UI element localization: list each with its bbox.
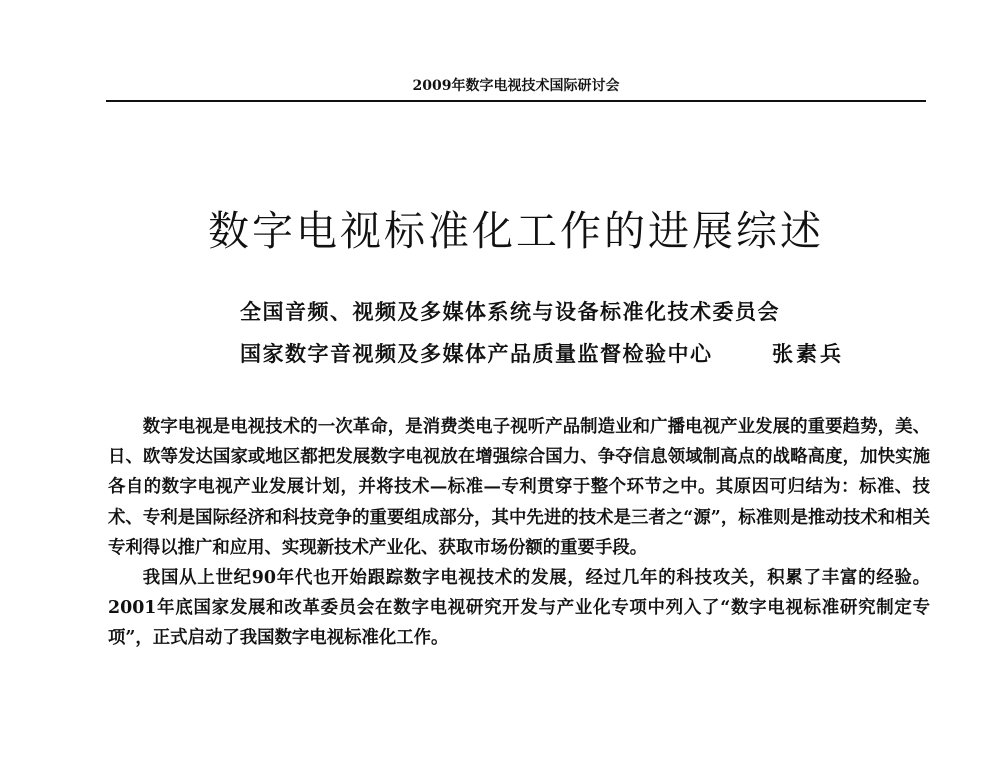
header-rule [106, 100, 926, 102]
article-title: 数字电视标准化工作的进展综述 [208, 207, 824, 255]
running-header: 2009年数字电视技术国际研讨会 [412, 78, 620, 94]
affiliation-1: 全国音频、视频及多媒体系统与设备标准化技术委员会 [240, 299, 780, 324]
article-body [108, 412, 930, 654]
paragraph: 数字电视是电视技术的一次革命，是消费类电子视听产品制造业和广播电视产业发展的重要趋势，美、日、欧等发达国家或地区都把发展数字电视放在增强综合国力、争夺信息领域制高点的战略高度，加快实施各自的数字电视产业发展计划，并将技术—标准—专利贯穿于整个环节之中。其原因可归结为：标准、技术、专利是国际经济和科技竞争的重要组成部分，其中先进的技术是三者之“源”，标准则是推动技术和相关专利得以推广和应用、实现新技术产业化、获取市场份额的重要手段。 [108, 417, 930, 558]
affiliation-2: 国家数字音视频及多媒体产品质量监督检验中心 [240, 341, 713, 366]
author-name: 张素兵 [772, 341, 844, 366]
paragraph: 我国从上世纪90年代也开始跟踪数字电视技术的发展，经过几年的科技攻关，积累了丰富的经验。2001年底国家发展和改革委员会在数字电视研究开发与产业化专项中列入了“数字电视标准研究制定专项”，正式启动了我国数字电视标准化工作。 [108, 568, 930, 649]
